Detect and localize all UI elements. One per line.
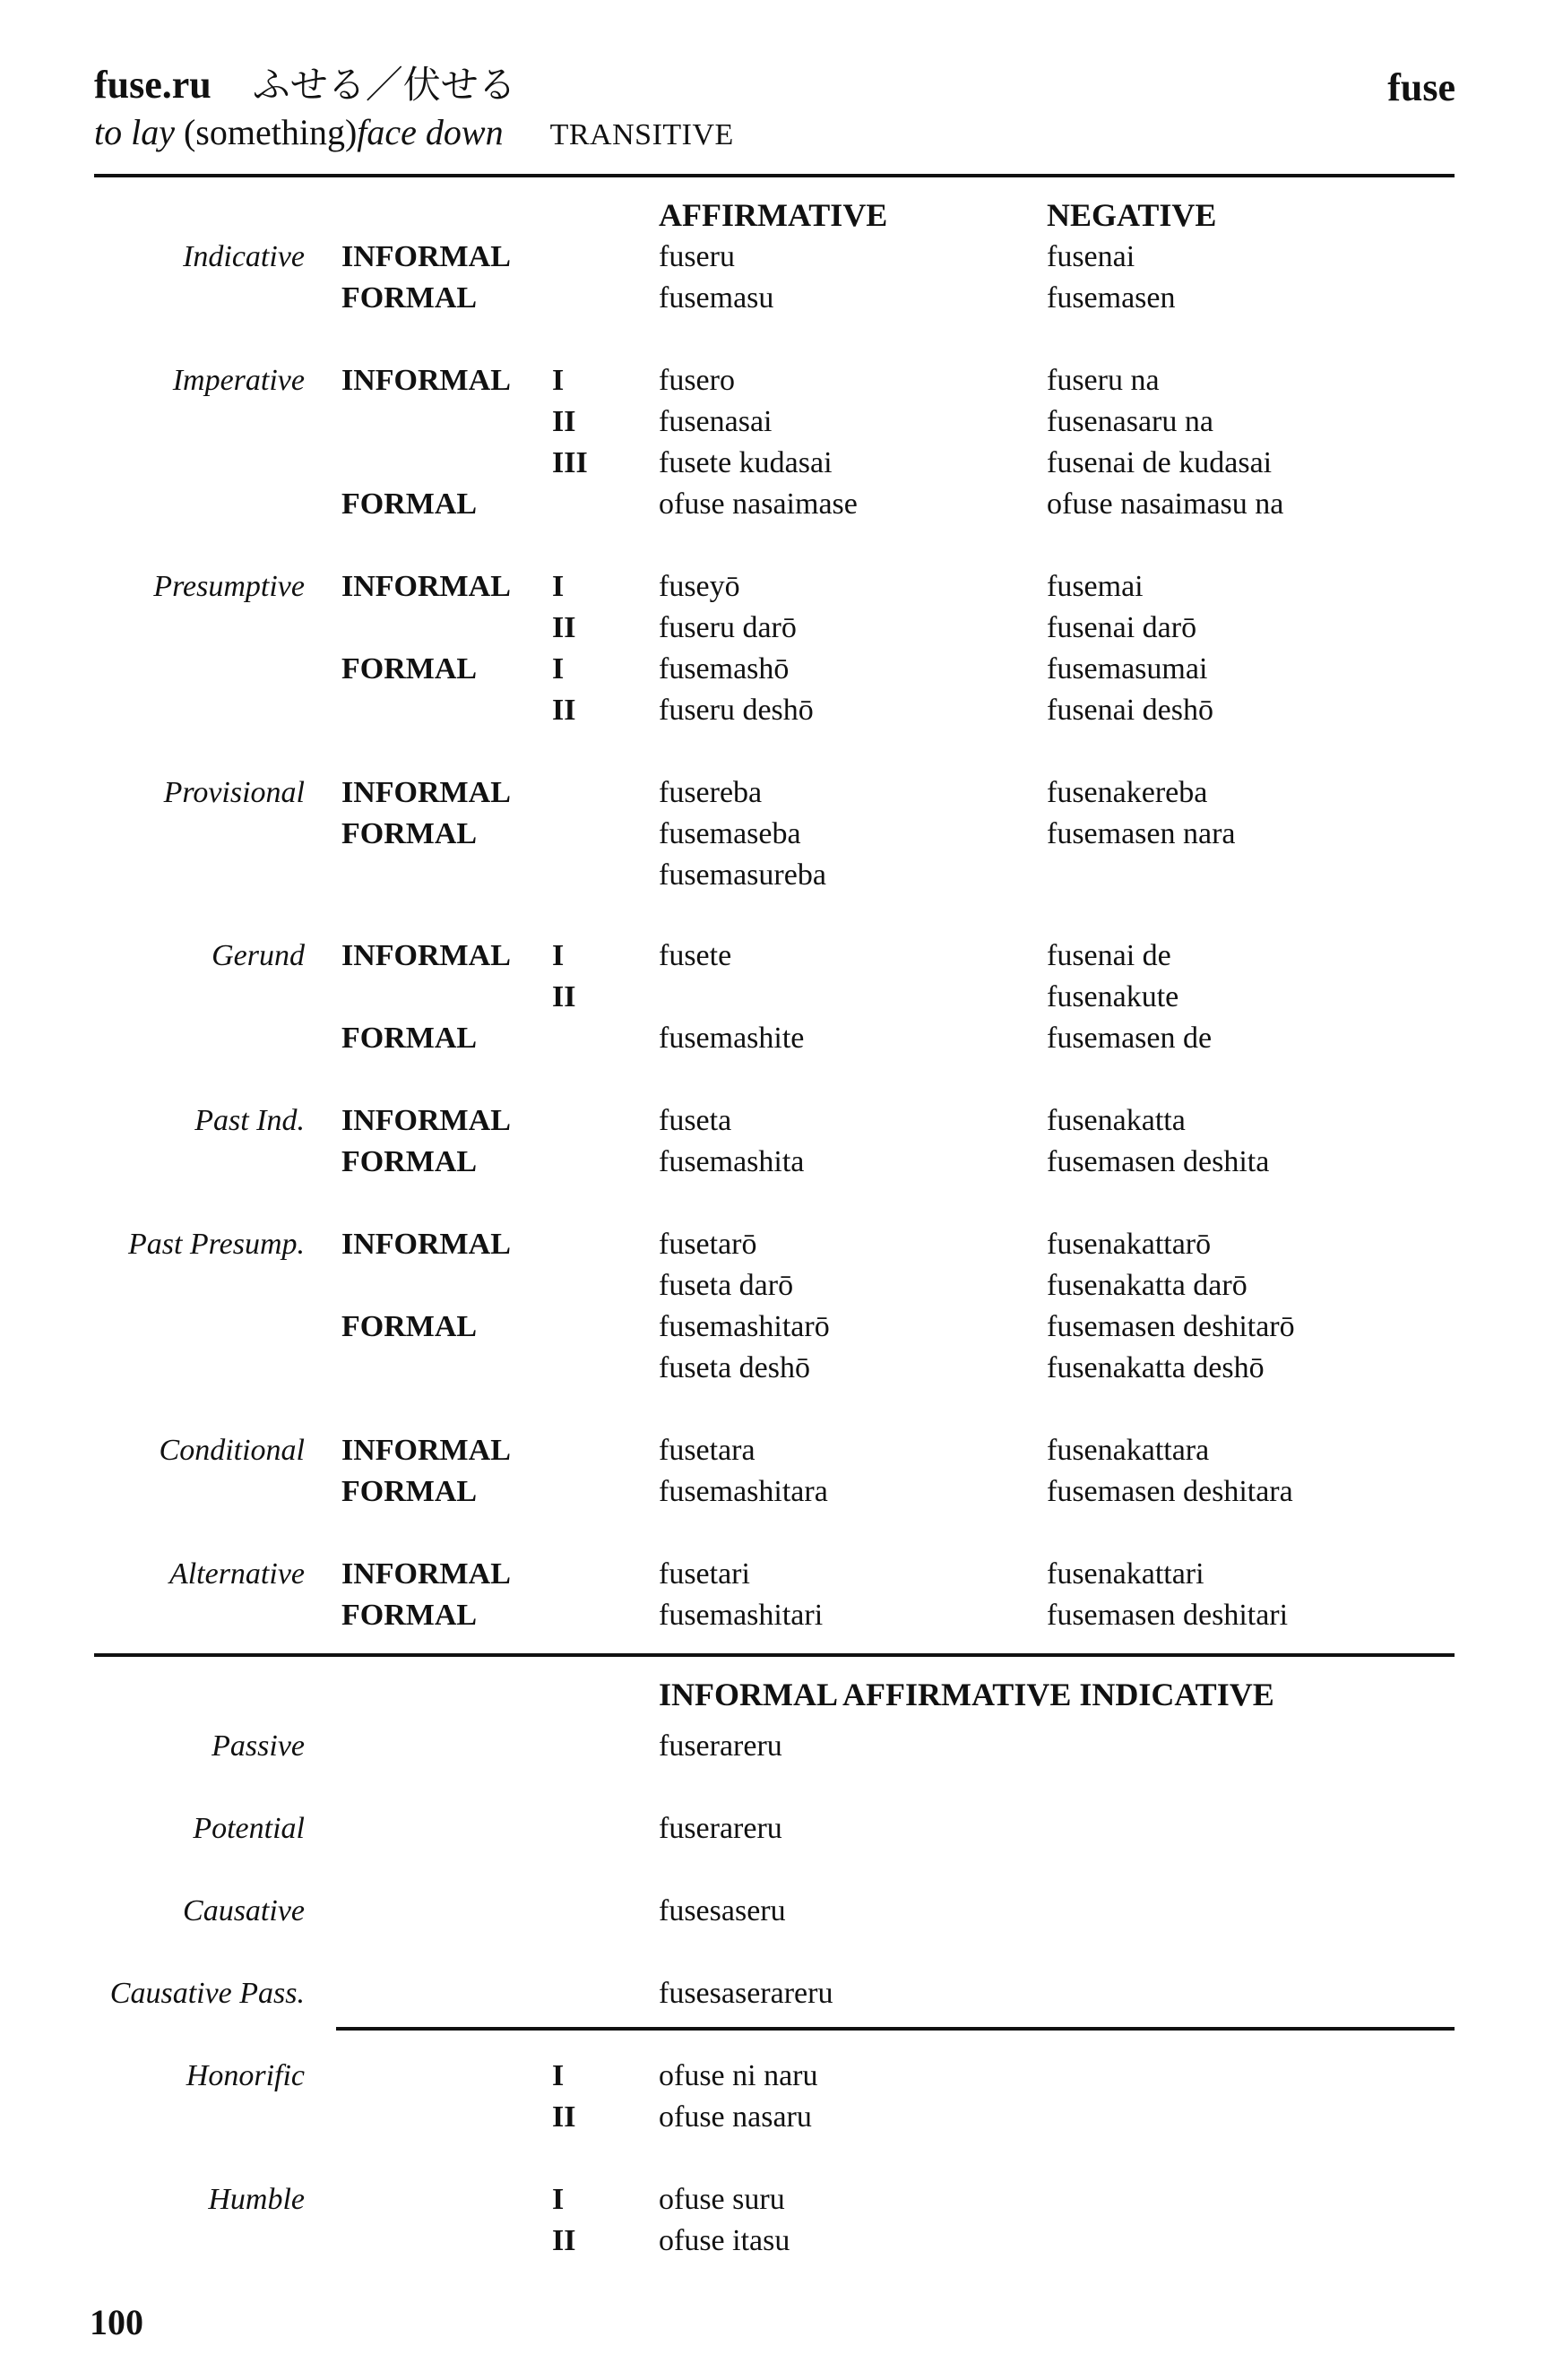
level-label: II <box>552 980 576 1013</box>
level-label: II <box>552 405 576 438</box>
negative-form: fusenai de <box>1047 939 1171 972</box>
affirmative-form: fusemasu <box>659 281 774 315</box>
page-number: 100 <box>90 2302 143 2342</box>
register-label: FORMAL <box>341 281 478 315</box>
negative-form: fusemasen deshitari <box>1047 1599 1289 1632</box>
affirmative-form: fusemashitarō <box>659 1310 830 1343</box>
negative-form: fusenakattari <box>1047 1557 1204 1591</box>
keigo-form: ofuse itasu <box>659 2224 790 2257</box>
affirmative-form: fusemasureba <box>659 858 826 892</box>
entry-headword <box>94 56 516 109</box>
level-label: I <box>552 2059 565 2092</box>
verb-type: TRANSITIVE <box>549 118 734 151</box>
affirmative-form: fusetarō <box>659 1228 757 1261</box>
level-label: I <box>552 939 565 972</box>
derived-form: fusesaserareru <box>659 1977 833 2010</box>
meaning-part-2: (something) <box>183 112 358 152</box>
affirmative-form: fusetari <box>659 1557 750 1591</box>
register-label: FORMAL <box>341 1475 478 1508</box>
register-label: INFORMAL <box>341 364 511 397</box>
negative-form: fusemasen deshitara <box>1047 1475 1293 1508</box>
negative-form: fusemasen deshita <box>1047 1145 1270 1178</box>
affirmative-form: fusete <box>659 939 732 972</box>
affirmative-form: fusereba <box>659 776 763 809</box>
mood-label: Past Ind. <box>194 1104 305 1137</box>
register-label: INFORMAL <box>341 776 511 809</box>
negative-form: fusenakatta deshō <box>1047 1351 1265 1384</box>
negative-form: ofuse nasaimasu na <box>1047 487 1284 521</box>
keigo-label: Honorific <box>186 2059 305 2092</box>
affirmative-form: fusetara <box>659 1434 755 1467</box>
col-header-affirmative: AFFIRMATIVE <box>659 197 888 233</box>
negative-form: fuseru na <box>1047 364 1160 397</box>
register-label: INFORMAL <box>341 939 511 972</box>
negative-form: fusenai darō <box>1047 611 1197 644</box>
register-label: FORMAL <box>341 1022 478 1055</box>
keigo-form: ofuse ni naru <box>659 2059 818 2092</box>
mood-label: Presumptive <box>153 570 305 603</box>
negative-form: fusenai deshō <box>1047 694 1214 727</box>
affirmative-form: fusemashita <box>659 1145 805 1178</box>
col-header-negative: NEGATIVE <box>1047 197 1217 233</box>
negative-form: fusenakattara <box>1047 1434 1210 1467</box>
affirmative-form: fusemashite <box>659 1022 805 1055</box>
register-label: INFORMAL <box>341 1557 511 1591</box>
negative-form: fusemai <box>1047 570 1144 603</box>
level-label: I <box>552 570 565 603</box>
top-rule <box>94 174 1455 177</box>
negative-form: fusenakute <box>1047 980 1179 1013</box>
affirmative-form: fusemaseba <box>659 817 801 850</box>
keigo-label: Humble <box>208 2183 305 2216</box>
level-label: II <box>552 611 576 644</box>
affirmative-form: fusemashitari <box>659 1599 824 1632</box>
negative-form: fusemasen <box>1047 281 1176 315</box>
negative-form: fusenakattarō <box>1047 1228 1212 1261</box>
mood-label: Conditional <box>159 1434 305 1467</box>
affirmative-form: fusero <box>659 364 735 397</box>
register-label: FORMAL <box>341 487 478 521</box>
level-label: II <box>552 2224 576 2257</box>
register-label: INFORMAL <box>341 1228 511 1261</box>
entry-kana: ふせる／伏せる <box>252 63 516 107</box>
negative-form: fusenakatta <box>1047 1104 1186 1137</box>
derived-label: Potential <box>193 1812 305 1845</box>
register-label: INFORMAL <box>341 1434 511 1467</box>
negative-form: fusenakatta darō <box>1047 1269 1248 1302</box>
mood-label: Gerund <box>212 939 305 972</box>
affirmative-form: fuseta <box>659 1104 732 1137</box>
mood-label: Indicative <box>183 240 305 273</box>
affirmative-form: fusemashitara <box>659 1475 828 1508</box>
entry-meaning <box>94 111 734 153</box>
register-label: INFORMAL <box>341 1104 511 1137</box>
level-label: II <box>552 694 576 727</box>
affirmative-form: fuseru deshō <box>659 694 814 727</box>
register-label: FORMAL <box>341 1599 478 1632</box>
derived-label: Causative Pass. <box>109 1977 305 2010</box>
negative-form: fusenakereba <box>1047 776 1208 809</box>
keigo-rule <box>336 2027 1455 2031</box>
register-label: FORMAL <box>341 1310 478 1343</box>
affirmative-form: fusemashō <box>659 652 790 686</box>
mood-label: Alternative <box>168 1557 305 1591</box>
derived-form: fuserareru <box>659 1812 782 1845</box>
register-label: FORMAL <box>341 817 478 850</box>
register-label: INFORMAL <box>341 240 511 273</box>
affirmative-form: fusenasai <box>659 405 773 438</box>
negative-form: fusemasen de <box>1047 1022 1213 1055</box>
derived-header: INFORMAL AFFIRMATIVE INDICATIVE <box>659 1677 1274 1712</box>
guide-word: fuse <box>1387 65 1455 109</box>
negative-form: fusenasaru na <box>1047 405 1213 438</box>
meaning-part-3: face down <box>357 112 504 152</box>
mood-label: Imperative <box>172 364 305 397</box>
mood-label: Provisional <box>163 776 305 809</box>
register-label: FORMAL <box>341 1145 478 1178</box>
affirmative-form: fuseyō <box>659 570 740 603</box>
affirmative-form: fusete kudasai <box>659 446 833 479</box>
derived-label: Causative <box>183 1894 305 1927</box>
negative-form: fusemasen deshitarō <box>1047 1310 1295 1343</box>
keigo-form: ofuse suru <box>659 2183 785 2216</box>
affirmative-form: fuseta deshō <box>659 1351 811 1384</box>
negative-form: fusemasumai <box>1047 652 1208 686</box>
negative-form: fusemasen nara <box>1047 817 1236 850</box>
derived-form: fusesaseru <box>659 1894 786 1927</box>
derived-label: Passive <box>212 1729 305 1763</box>
negative-form: fusenai de kudasai <box>1047 446 1273 479</box>
mid-rule <box>94 1653 1455 1657</box>
meaning-part-1: to lay <box>94 112 175 152</box>
level-label: I <box>552 652 565 686</box>
level-label: I <box>552 2183 565 2216</box>
level-label: III <box>552 446 588 479</box>
register-label: FORMAL <box>341 652 478 686</box>
register-label: INFORMAL <box>341 570 511 603</box>
affirmative-form: fuseta darō <box>659 1269 794 1302</box>
level-label: II <box>552 2100 576 2134</box>
negative-form: fusenai <box>1047 240 1135 273</box>
affirmative-form: fuseru darō <box>659 611 797 644</box>
affirmative-form: fuseru <box>659 240 735 273</box>
keigo-form: ofuse nasaru <box>659 2100 812 2134</box>
affirmative-form: ofuse nasaimase <box>659 487 858 521</box>
mood-label: Past Presump. <box>127 1228 305 1261</box>
level-label: I <box>552 364 565 397</box>
derived-form: fuserareru <box>659 1729 782 1763</box>
entry-romaji: fuse.ru <box>94 63 212 107</box>
